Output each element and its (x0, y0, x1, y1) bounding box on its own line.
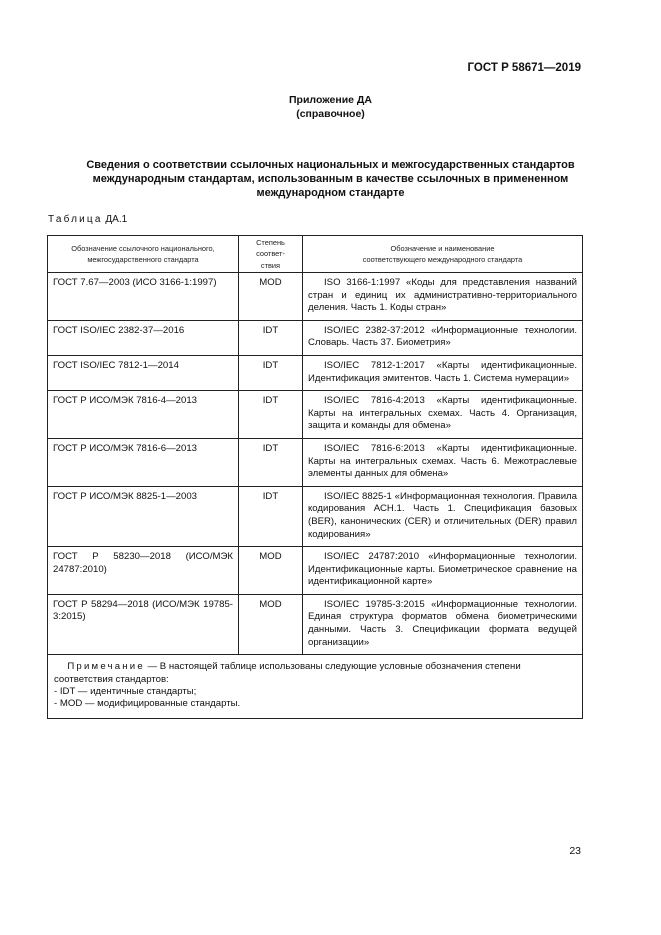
note-text: — В настоящей таблице использованы следующие условные обозначения степени соответствия стандартов: (54, 661, 521, 685)
table-row (48, 438, 583, 486)
section-title (50, 158, 611, 200)
correspondence-table (47, 235, 583, 719)
international-standard-cell: ISO/IEC 7812-1:2017 «Карты идентификационные. Идентификация эмитентов. Часть 1. Система нумерации» (303, 355, 583, 390)
degree-cell: IDT (239, 438, 303, 486)
international-standard-cell: ISO/IEC 19785-3:2015 «Информационные технологии. Единая структура форматов обмена биометрическими данными. Часть 3. Спецификации формата ведущей организации» (303, 594, 583, 654)
table-note (48, 655, 583, 719)
note-item: - IDT — идентичные стандарты; (54, 686, 197, 698)
note-item: - MOD — модифицированные стандарты. (54, 698, 241, 710)
table-header-row (48, 236, 583, 273)
degree-cell: MOD (239, 594, 303, 654)
degree-cell: IDT (239, 355, 303, 390)
header-text: Степень (256, 237, 285, 247)
appendix-heading (0, 93, 661, 121)
table-row (48, 273, 583, 321)
table-row (48, 320, 583, 355)
header-text: Обозначение ссылочного национального, (71, 243, 215, 253)
international-standard-cell: ISO/IEC 24787:2010 «Информационные технологии. Идентификационные карты. Биометрическое сравнение на идентификационной карте» (303, 547, 583, 595)
national-standard-cell: ГОСТ 7.67—2003 (ИСО 3166-1:1997) (48, 273, 239, 321)
international-standard-cell: ISO/IEC 7816-6:2013 «Карты идентификационные. Карты на интегральных схемах. Часть 6. Межотраслевые элементы данных для обмена» (303, 438, 583, 486)
header-national-standard (48, 236, 239, 273)
national-standard-cell: ГОСТ Р ИСО/МЭК 7816-6—2013 (48, 438, 239, 486)
page-number: 23 (569, 845, 581, 857)
national-standard-cell: ГОСТ Р ИСО/МЭК 8825-1—2003 (48, 486, 239, 546)
international-standard-cell: ISO/IEC 8825-1 «Информационная технология. Правила кодирования АСН.1. Часть 1. Спецификация базовых (BER), канонических (CER) и отличительных (DER) правил кодирования» (303, 486, 583, 546)
header-text: ствия (260, 260, 281, 270)
section-title-line: Сведения о соответствии ссылочных национальных и межгосударственных стандартов (86, 159, 575, 171)
table-row (48, 594, 583, 654)
national-standard-cell: ГОСТ ISO/IEC 7812-1—2014 (48, 355, 239, 390)
section-title-line: международным стандартам, использованным в качестве ссылочных в примененном (92, 173, 569, 185)
header-text: межгосударственного стандарта (87, 255, 199, 264)
international-standard-cell: ISO/IEC 7816-4:2013 «Карты идентификационные. Карты на интегральных схемах. Часть 4. Организация, защита и команды для обмена» (303, 391, 583, 439)
degree-cell: IDT (239, 391, 303, 439)
table-row (48, 355, 583, 390)
degree-cell: MOD (239, 273, 303, 321)
note-paragraph (54, 661, 576, 686)
document-number: ГОСТ Р 58671—2019 (467, 62, 581, 74)
national-standard-cell: ГОСТ ISO/IEC 2382-37—2016 (48, 320, 239, 355)
appendix-title: Приложение ДА (289, 94, 372, 106)
table-label-number: ДА.1 (105, 214, 128, 225)
national-standard-cell: ГОСТ Р 58294—2018 (ИСО/МЭК 19785-3:2015) (48, 594, 239, 654)
header-text: соответ- (256, 249, 285, 259)
appendix-subtitle: (справочное) (296, 108, 365, 120)
section-title-line: международном стандарте (256, 187, 405, 199)
national-standard-cell: ГОСТ Р 58230—2018 (ИСО/МЭК 24787:2010) (48, 547, 239, 595)
table-row (48, 486, 583, 546)
table-row (48, 391, 583, 439)
degree-cell: IDT (239, 486, 303, 546)
header-text: Обозначение и наименование (390, 243, 495, 253)
international-standard-cell: ISO/IEC 2382-37:2012 «Информационные технологии. Словарь. Часть 37. Биометрия» (303, 320, 583, 355)
header-international-standard (303, 236, 583, 273)
table-label-prefix: Таблица (48, 214, 103, 225)
degree-cell: MOD (239, 547, 303, 595)
degree-cell: IDT (239, 320, 303, 355)
table-note-row (48, 655, 583, 719)
note-label: Примечание (67, 661, 145, 673)
header-degree (239, 236, 303, 273)
national-standard-cell: ГОСТ Р ИСО/МЭК 7816-4—2013 (48, 391, 239, 439)
table-row (48, 547, 583, 595)
international-standard-cell: ISO 3166-1:1997 «Коды для представления названий стран и единиц их административно-территориального деления. Часть 1. Коды стран» (303, 273, 583, 321)
table-label (48, 214, 127, 225)
header-text: соответствующего международного стандарта (362, 255, 523, 264)
